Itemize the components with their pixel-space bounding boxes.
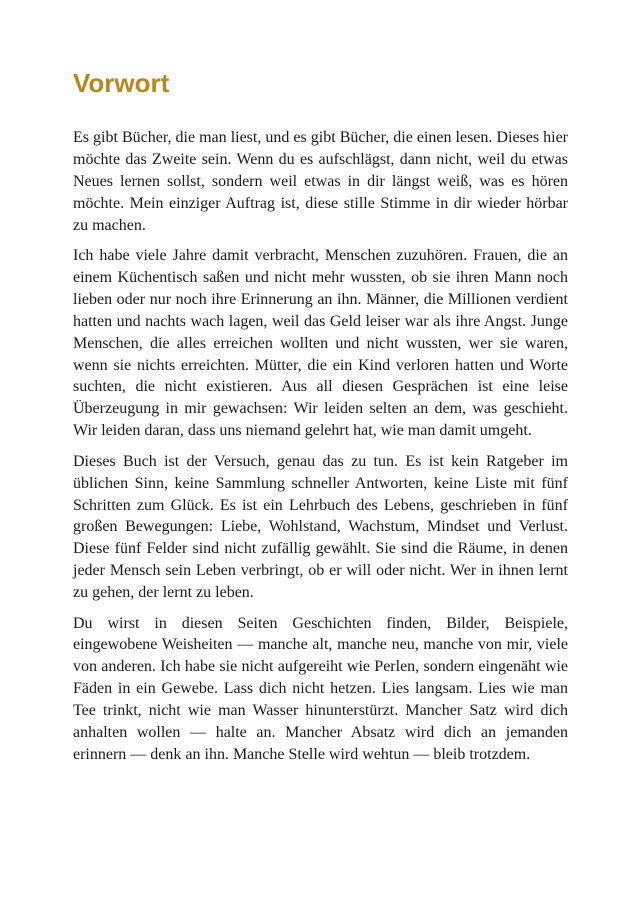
page-title: Vorwort: [73, 68, 170, 98]
paragraph-1: Es gibt Bücher, die man liest, und es gibt Bücher, die einen lesen. Dieses hier möchte das Zweite sein. Wenn du es aufschlägst, dann nicht, weil du etwas Neues lernen sollst, sondern weil etwas in dir längst weiß, was es hören möchte. Mein einziger Auftrag ist, diese stille Stimme in dir wieder hörbar zu machen.: [73, 129, 568, 234]
paragraph-3: Dieses Buch ist der Versuch, genau das zu tun. Es ist kein Ratgeber im üblichen Sinn, keine Sammlung schneller Antworten, keine Liste mit fünf Schritten zum Glück. Es ist ein Lehrbuch des Lebens, geschrieben in fünf großen Bewegungen: Liebe, Wohlstand, Wachstum, Mindset und Verlust. Diese fünf Felder sind nicht zufällig gewählt. Sie sind die Räume, in denen jeder Mensch sein Leben verbringt, ob er will oder nicht. Wer in ihnen lernt zu gehen, der lernt zu leben.: [73, 452, 568, 602]
paragraph-2: Ich habe viele Jahre damit verbracht, Menschen zuzuhören. Frauen, die an einem Küchentisch saßen und nicht mehr wussten, ob sie ihren Mann noch lieben oder nur noch ihre Erinnerung an ihn. Männer, die Millionen verdient hatten und nachts wach lagen, weil das Geld leiser war als ihre Angst. Junge Menschen, die alles erreichen wollten und nicht wussten, wer sie waren, wenn sie nichts erreichten. Mütter, die ein Kind verloren hatten und Worte suchten, die nicht existieren. Aus all diesen Gesprächen ist eine leise Überzeugung in mir gewachsen: Wir leiden selten an dem, was geschieht. Wir leiden daran, dass uns niemand gelehrt hat, wie man damit umgeht.: [73, 247, 568, 440]
paragraph-4: Du wirst in diesen Seiten Geschichten finden, Bilder, Beispiele, eingewobene Weisheiten — manche alt, manche neu, manche von mir, viele von anderen. Ich habe sie nicht aufgereiht wie Perlen, sondern eingenäht wie Fäden in ein Gewebe. Lass dich nicht hetzen. Lies langsam. Lies wie man Tee trinkt, nicht wie man Wasser hinunterstürzt. Mancher Satz wird dich anhalten wollen — halte an. Mancher Absatz wird dich an jemanden erinnern — denk an ihn. Manche Stelle wird wehtun — bleib trotzdem.: [73, 614, 568, 763]
document-page: [73, 66, 568, 774]
